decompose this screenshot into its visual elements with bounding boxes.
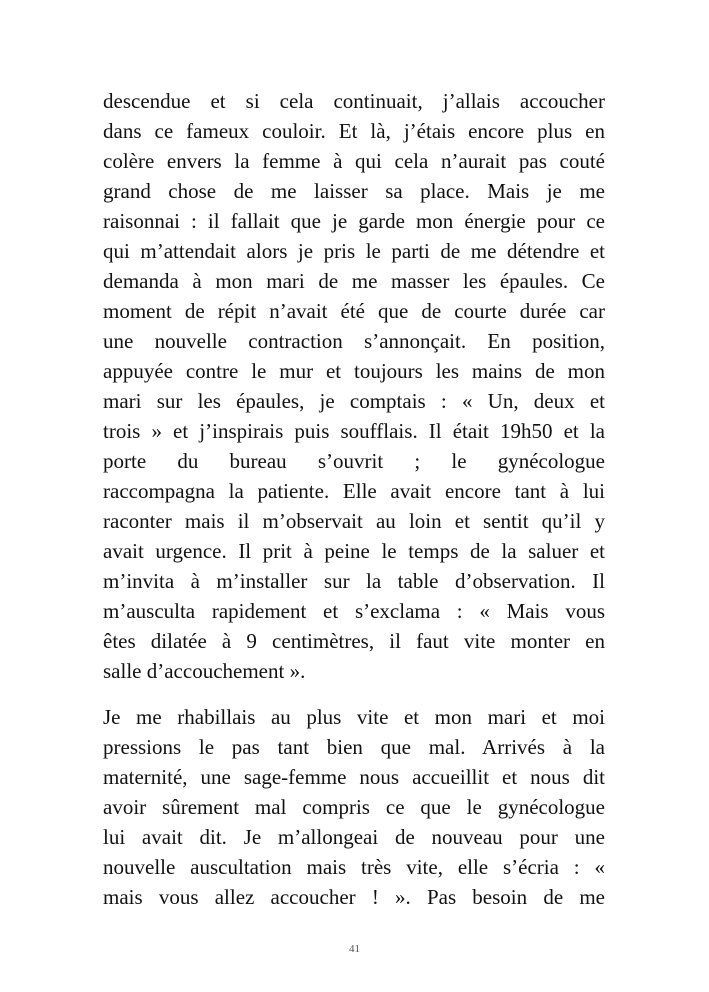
text-line: lui avait dit. Je m’allongeai de nouveau pour une (103, 825, 605, 849)
text-line: êtes dilatée à 9 centimètres, il faut vite monter en (103, 629, 605, 653)
page-number: 41 (349, 943, 360, 955)
text-line: qui m’attendait alors je pris le parti de me détendre et (103, 239, 605, 263)
text-line: salle d’accouchement ». (103, 659, 306, 683)
text-line: demanda à mon mari de me masser les épaules. Ce (103, 269, 605, 293)
text-line: une nouvelle contraction s’annonçait. En position, (103, 329, 605, 353)
text-line: maternité, une sage-femme nous accueillit et nous dit (103, 765, 605, 789)
paragraph-2 (103, 702, 605, 912)
text-line: nouvelle auscultation mais très vite, elle s’écria : « (103, 855, 605, 879)
text-line: colère envers la femme à qui cela n’aurait pas couté (103, 149, 605, 173)
paragraph-1 (103, 86, 605, 686)
text-line: raisonnai : il fallait que je garde mon énergie pour ce (103, 209, 605, 233)
text-line: raccompagna la patiente. Elle avait encore tant à lui (103, 479, 605, 503)
text-line: moment de répit n’avait été que de courte durée car (103, 299, 605, 323)
text-line: avait urgence. Il prit à peine le temps de la saluer et (103, 539, 605, 563)
text-line: porte du bureau s’ouvrit ; le gynécologue (103, 449, 605, 473)
text-line: m’invita à m’installer sur la table d’observation. Il (103, 569, 605, 593)
text-line: mari sur les épaules, je comptais : « Un, deux et (103, 389, 605, 413)
text-line: dans ce fameux couloir. Et là, j’étais encore plus en (103, 119, 605, 143)
text-line: raconter mais il m’observait au loin et sentit qu’il y (103, 509, 605, 533)
text-line: trois » et j’inspirais puis soufflais. Il était 19h50 et la (103, 419, 605, 443)
text-line: m’ausculta rapidement et s’exclama : « Mais vous (103, 599, 605, 623)
text-line: Je me rhabillais au plus vite et mon mari et moi (103, 705, 605, 729)
text-line: descendue et si cela continuait, j’allais accoucher (103, 89, 605, 113)
text-line: avoir sûrement mal compris ce que le gynécologue (103, 795, 605, 819)
text-line: grand chose de me laisser sa place. Mais je me (103, 179, 605, 203)
text-line: appuyée contre le mur et toujours les mains de mon (103, 359, 605, 383)
text-line: mais vous allez accoucher ! ». Pas besoin de me (103, 885, 605, 909)
text-line: pressions le pas tant bien que mal. Arrivés à la (103, 735, 605, 759)
